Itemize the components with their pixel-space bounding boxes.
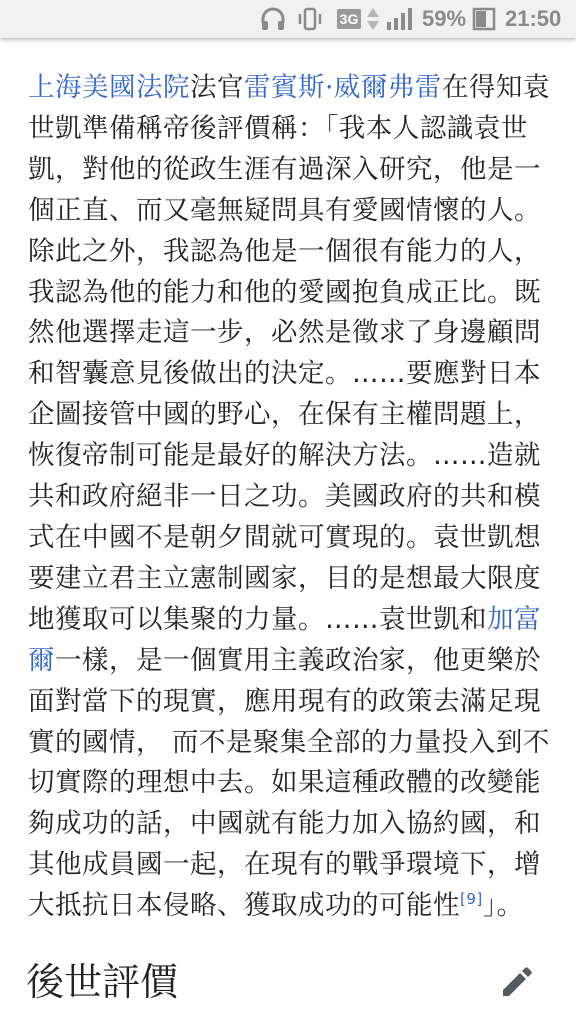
- status-bar: [0, 0, 576, 38]
- section-heading: 後世評價: [26, 960, 179, 1004]
- link-judge-name[interactable]: 雷賓斯·威爾弗雷: [244, 72, 442, 103]
- battery-icon: [472, 0, 496, 38]
- paragraph-text: 在得知袁世凱準備稱帝後評價稱：「我本人認識袁世凱，對他的從政生涯有過深入研究，他是一個正直、而又毫無疑問具有愛國情懷的人。除此之外，我認為他是一個很有能力的人，我認為他的能力和他的愛國抱負成正比。既然他選擇走這一步，必然是徵求了身邊顧問和智囊意見後做出的決定。……要應對日本企圖接管中國的野心，在保有主權問題上，恢復帝制可能是最好的解決方法。……造就共和政府絕非一日之功。美國政府的共和模式在中國不是朝夕間就可實現的。袁世凱想要建立君主立憲制國家，目的是想最大限度地獲取可以集聚的力量。……袁世凱和: [28, 72, 550, 635]
- paragraph-text: 一樣，是一個實用主義政治家，他更樂於面對當下的現實，應用現有的政策去滿足現實的國情， 而不是聚集全部的力量投入到不切實際的理想中去。如果這種政體的改變能夠成功的話，中國就有能力加入協約國，和其他成員國一起，在現有的戰爭環境下，增大抵抗日本侵略、獲取成功的可能性: [28, 644, 550, 922]
- pencil-icon: [499, 964, 535, 1004]
- citation-link[interactable]: [9]: [460, 890, 483, 909]
- clock: 21:50: [505, 6, 562, 31]
- signal-icon: [386, 0, 414, 38]
- headphones-icon: [260, 0, 286, 38]
- link-shanghai-us-court[interactable]: 上海美國法院: [28, 72, 190, 103]
- article-paragraph: [28, 68, 556, 927]
- vibrate-icon: [296, 0, 324, 38]
- link-cavour[interactable]: 加富爾: [28, 603, 541, 676]
- paragraph-text: 」。: [482, 890, 524, 922]
- network-arrows-icon: [366, 0, 380, 38]
- paragraph-text: 法官: [190, 72, 244, 103]
- network-type-badge: 3G: [337, 9, 361, 29]
- edit-section-button[interactable]: [495, 962, 539, 1006]
- battery-percent: 59%: [422, 6, 467, 31]
